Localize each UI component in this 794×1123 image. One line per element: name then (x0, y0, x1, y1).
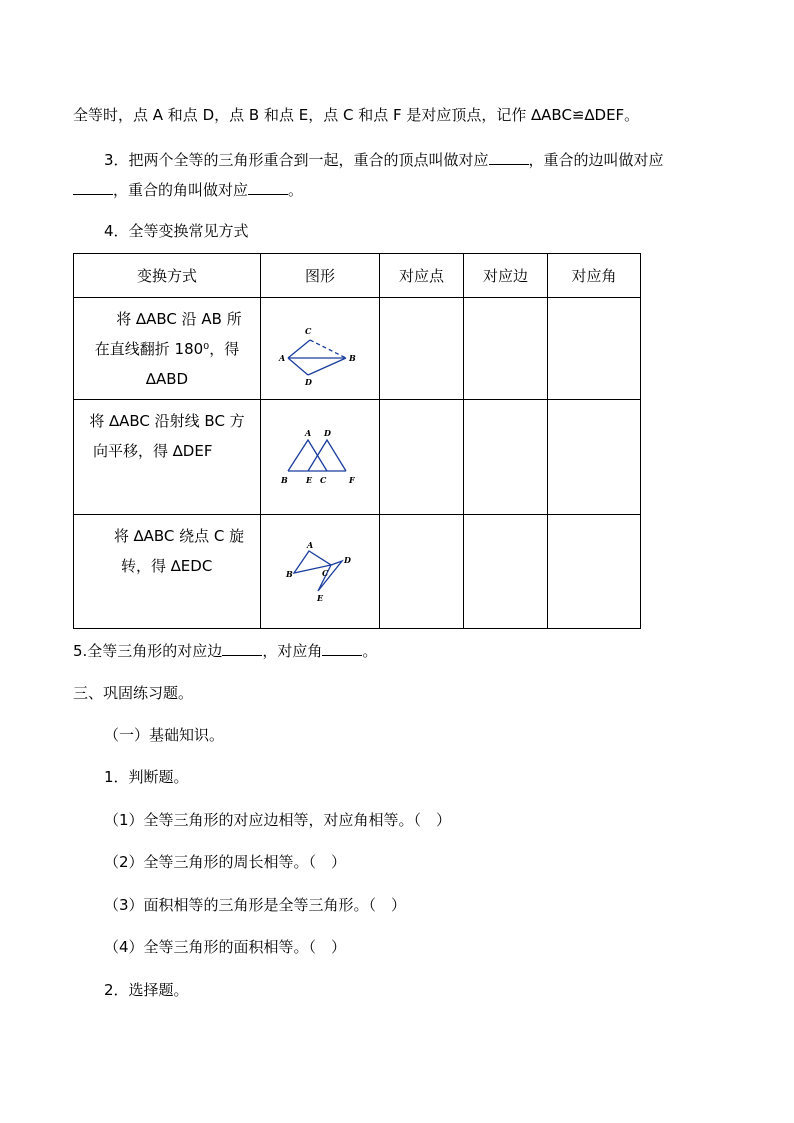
label-b: B (281, 475, 288, 485)
row-1-corresponding-sides-cell[interactable] (464, 298, 548, 400)
item-3-text-4: 。 (288, 181, 304, 199)
judgment-item-2: （2）全等三角形的周长相等。（ ） (104, 853, 347, 871)
rotation-figure (280, 539, 360, 605)
desc-line: 向平移，得 ∆DEF (93, 442, 213, 460)
blank-sides-relation[interactable] (222, 640, 262, 656)
blank-corresponding-vertex[interactable] (489, 149, 529, 165)
section-3-heading: 三、巩固练习题。 (73, 684, 194, 702)
item-3-text-1: 3．把两个全等的三角形重合到一起，重合的顶点叫做对应 (104, 151, 489, 169)
row-3-description (74, 515, 261, 629)
header-figure: 图形 (261, 254, 380, 298)
question-1-heading: 1．判断题。 (104, 768, 189, 786)
header-corresponding-points: 对应点 (380, 254, 464, 298)
label-c: C (305, 325, 312, 336)
blank-angles-relation[interactable] (322, 640, 362, 656)
blank-corresponding-side[interactable] (73, 179, 113, 195)
intro-line: 全等时，点 A 和点 D，点 B 和点 E，点 C 和点 F 是对应顶点，记作 ∆ABC≌∆DEF。 (73, 106, 640, 124)
row-1-description (74, 298, 261, 400)
translation-figure (275, 427, 365, 487)
label-a: A (279, 352, 286, 363)
row-2-description (74, 400, 261, 515)
table-row (74, 515, 641, 629)
desc-line: 将 ∆ABC 沿射线 BC 方 (89, 412, 245, 430)
desc-line: 在直线翻折 180⁰，得 (94, 340, 240, 358)
desc-line: 将 ∆ABC 绕点 C 旋 (113, 527, 245, 545)
item-4-heading: 4．全等变换常见方式 (104, 222, 249, 240)
table-header-row (74, 254, 641, 298)
label-b: B (349, 352, 356, 363)
blank-corresponding-angle[interactable] (248, 179, 288, 195)
item-5-line (73, 640, 377, 661)
label-d: D (305, 376, 312, 385)
desc-line: ∆ABD (145, 370, 189, 388)
transformation-table (73, 253, 641, 629)
item-3-text-3: ，重合的角叫做对应 (113, 181, 249, 199)
header-corresponding-sides: 对应边 (464, 254, 548, 298)
header-corresponding-angles: 对应角 (548, 254, 641, 298)
judgment-item-1: （1）全等三角形的对应边相等，对应角相等。（ ） (104, 811, 452, 829)
judgment-item-3: （3）面积相等的三角形是全等三角形。（ ） (104, 896, 407, 914)
subsection-basics: （一）基础知识。 (104, 726, 225, 744)
label-e: E (306, 475, 313, 485)
row-2-figure (261, 400, 380, 515)
table-row (74, 400, 641, 515)
table-row (74, 298, 641, 400)
row-3-figure (261, 515, 380, 629)
label-e: E (317, 592, 324, 603)
item-5-text-3: 。 (362, 642, 378, 660)
desc-line: 转，得 ∆EDC (121, 557, 213, 575)
label-c: C (322, 567, 329, 578)
header-transformation: 变换方式 (74, 254, 261, 298)
question-2-heading: 2．选择题。 (104, 981, 189, 999)
reflection-figure (275, 313, 365, 385)
item-5-text-2: ，对应角 (262, 642, 323, 660)
row-1-figure (261, 298, 380, 400)
row-2-corresponding-points-cell[interactable] (380, 400, 464, 515)
row-1-corresponding-points-cell[interactable] (380, 298, 464, 400)
label-d: D (344, 554, 351, 565)
label-a: A (307, 539, 314, 550)
item-3-line-1 (104, 149, 664, 170)
row-1-corresponding-angles-cell[interactable] (548, 298, 641, 400)
row-3-corresponding-angles-cell[interactable] (548, 515, 641, 629)
label-c: C (320, 475, 327, 485)
label-a: A (305, 428, 312, 438)
desc-line: 将 ∆ABC 沿 AB 所 (116, 310, 242, 328)
row-2-corresponding-angles-cell[interactable] (548, 400, 641, 515)
row-3-corresponding-points-cell[interactable] (380, 515, 464, 629)
row-2-corresponding-sides-cell[interactable] (464, 400, 548, 515)
item-5-text-1: 5.全等三角形的对应边 (73, 642, 223, 660)
label-d: D (324, 428, 331, 438)
row-3-corresponding-sides-cell[interactable] (464, 515, 548, 629)
label-b: B (286, 568, 293, 579)
label-f: F (349, 475, 355, 485)
judgment-item-4: （4）全等三角形的面积相等。（ ） (104, 938, 347, 956)
item-3-text-2: ，重合的边叫做对应 (528, 151, 664, 169)
item-3-line-2 (73, 179, 303, 200)
